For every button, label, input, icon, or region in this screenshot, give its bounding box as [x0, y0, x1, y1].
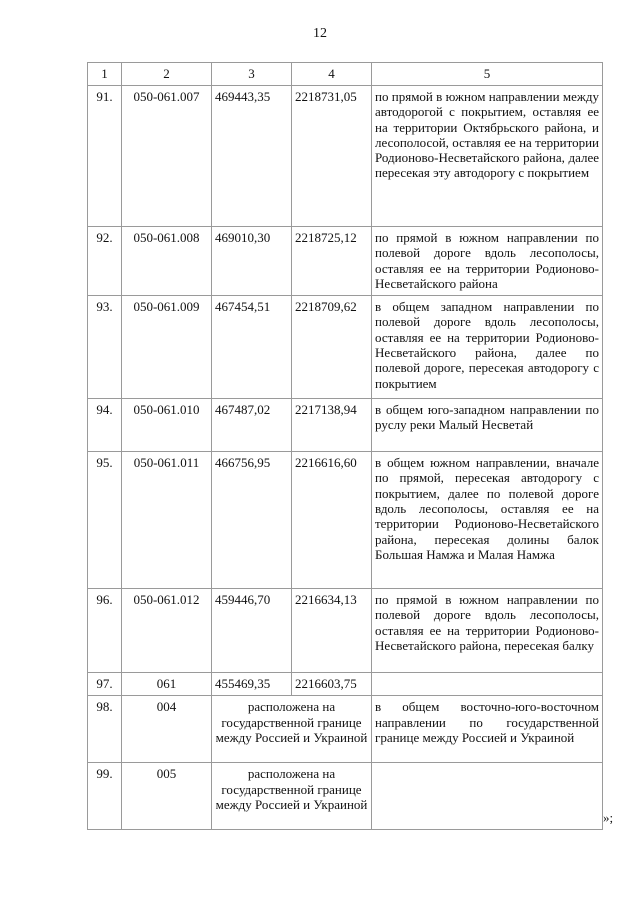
boundary-description: по прямой в южном направлении по полевой дороге вдоль лесополосы, оставляя ее на территории Родионово-Несветайского района — [372, 227, 603, 296]
page-number: 12 — [313, 26, 327, 41]
coord-x: 469010,30 — [212, 227, 292, 296]
coord-x: 455469,35 — [212, 673, 292, 696]
boundary-description — [372, 673, 603, 696]
table-row — [88, 589, 603, 673]
row-number: 91. — [88, 86, 122, 227]
table-row — [88, 763, 603, 830]
border-location-note: расположена на государственной границе между Россией и Украиной — [212, 696, 372, 763]
table-row — [88, 673, 603, 696]
header-col-2: 2 — [122, 63, 212, 86]
coord-y: 2217138,94 — [292, 399, 372, 452]
coord-y: 2218731,05 — [292, 86, 372, 227]
coord-y: 2216616,60 — [292, 452, 372, 589]
table-row — [88, 296, 603, 399]
point-code: 050-061.008 — [122, 227, 212, 296]
boundary-description: в общем западном направлении по полевой дороге вдоль лесополосы, оставляя ее на территории Родионово-Несветайского района, далее по полевой дороге, пересекая автодорогу с покрытием — [372, 296, 603, 399]
boundary-description: в общем юго-западном направлении по руслу реки Малый Несветай — [372, 399, 603, 452]
coord-y: 2216603,75 — [292, 673, 372, 696]
boundary-description: в общем восточно-юго-восточном направлении по государственной границе между Россией и Украиной — [372, 696, 603, 763]
closing-quote-mark: »; — [603, 810, 614, 825]
coord-y: 2218725,12 — [292, 227, 372, 296]
point-code: 050-061.011 — [122, 452, 212, 589]
header-col-4: 4 — [292, 63, 372, 86]
point-code: 050-061.007 — [122, 86, 212, 227]
row-number: 94. — [88, 399, 122, 452]
row-number: 96. — [88, 589, 122, 673]
boundary-description: по прямой в южном направлении по полевой дороге вдоль лесополосы, оставляя ее на территории Родионово-Несветайского района, пересекая балку — [372, 589, 603, 673]
boundary-description — [372, 763, 603, 830]
coord-x: 469443,35 — [212, 86, 292, 227]
table-row — [88, 399, 603, 452]
coord-y: 2218709,62 — [292, 296, 372, 399]
row-number: 95. — [88, 452, 122, 589]
header-col-3: 3 — [212, 63, 292, 86]
point-code: 050-061.010 — [122, 399, 212, 452]
header-col-1: 1 — [88, 63, 122, 86]
table-row — [88, 86, 603, 227]
coord-x: 467454,51 — [212, 296, 292, 399]
row-number: 92. — [88, 227, 122, 296]
row-number: 93. — [88, 296, 122, 399]
border-location-note: расположена на государственной границе между Россией и Украиной — [212, 763, 372, 830]
point-code: 005 — [122, 763, 212, 830]
point-code: 061 — [122, 673, 212, 696]
boundary-description: в общем южном направлении, вначале по прямой, пересекая автодорогу с покрытием, далее по полевой дороге вдоль лесополосы, оставляя ее на территории Родионово-Несветайского района, пересекая долины балок Большая Намжа и Малая Намжа — [372, 452, 603, 589]
point-code: 050-061.012 — [122, 589, 212, 673]
point-code: 004 — [122, 696, 212, 763]
row-number: 97. — [88, 673, 122, 696]
row-number: 98. — [88, 696, 122, 763]
boundary-points-table — [87, 62, 603, 830]
coord-y: 2216634,13 — [292, 589, 372, 673]
coord-x: 459446,70 — [212, 589, 292, 673]
header-col-5: 5 — [372, 63, 603, 86]
table-header-row — [88, 63, 603, 86]
point-code: 050-061.009 — [122, 296, 212, 399]
table-row — [88, 227, 603, 296]
row-number: 99. — [88, 763, 122, 830]
coord-x: 467487,02 — [212, 399, 292, 452]
coord-x: 466756,95 — [212, 452, 292, 589]
table-row — [88, 452, 603, 589]
table-row — [88, 696, 603, 763]
boundary-description: по прямой в южном направлении между автодорогой с покрытием, оставляя ее на территории Октябрьского района, и лесополосой, оставляя ее на территории Родионово-Несветайского района, далее пересекая эту автодорогу с покрытием — [372, 86, 603, 227]
